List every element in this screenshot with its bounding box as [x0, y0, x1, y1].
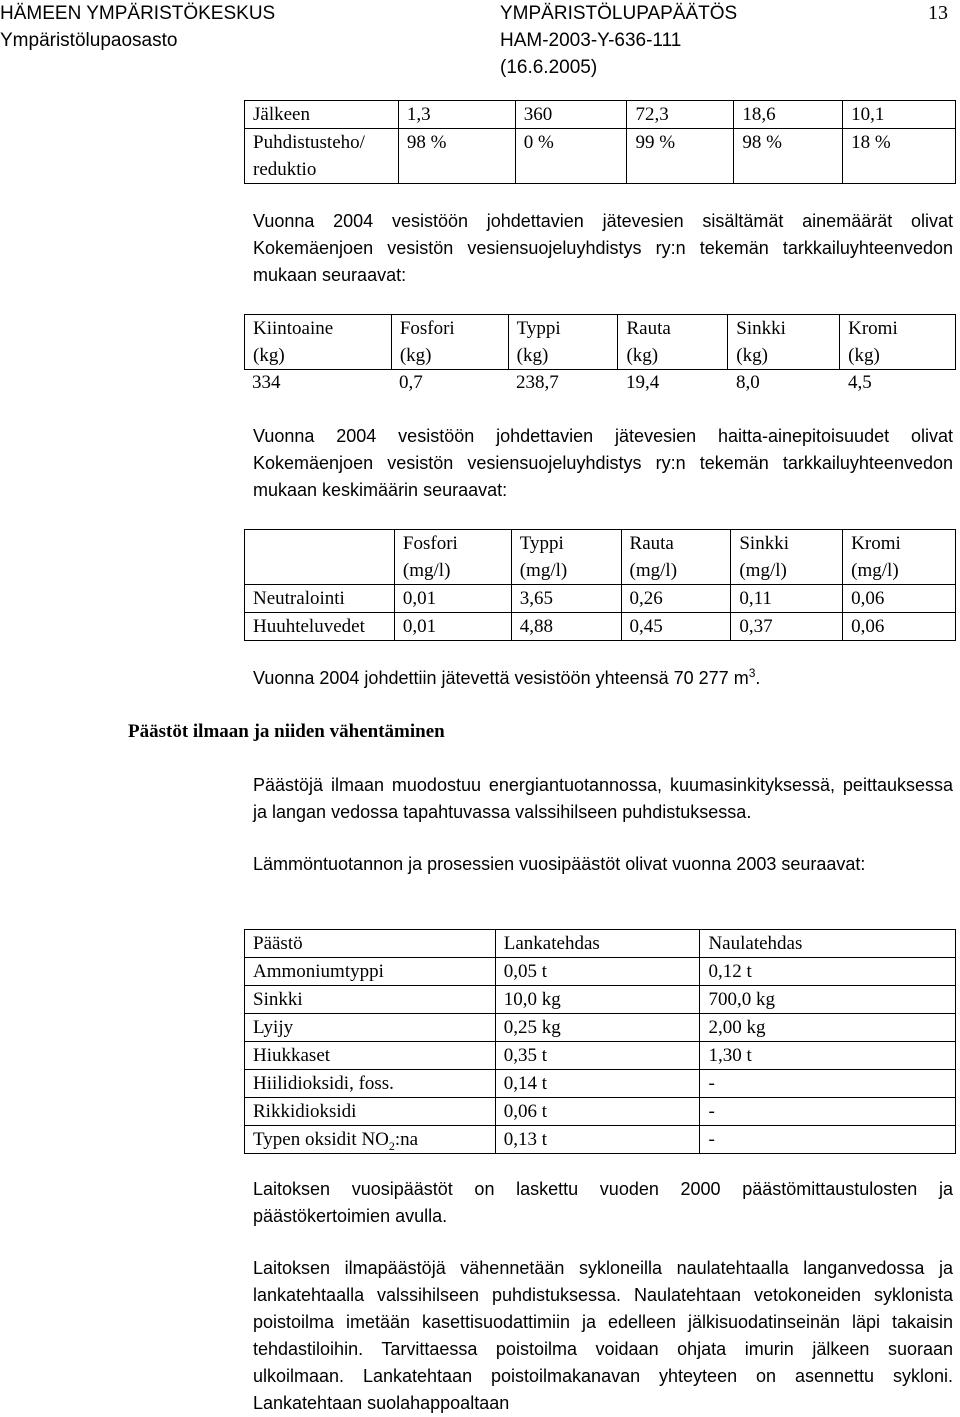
column-header: [731, 530, 843, 585]
table-row: [245, 1126, 956, 1154]
table-cell: 10,0 kg: [495, 986, 700, 1014]
volume-exponent: 3: [748, 666, 756, 680]
paragraph-annual-emissions-intro: Lämmöntuotannon ja prosessien vuosipäästöt olivat vuonna 2003 seuraavat:: [253, 854, 866, 874]
table-cell: 0,05 t: [495, 958, 700, 986]
column-header: [394, 530, 511, 585]
table-cell: 1,30 t: [700, 1042, 956, 1070]
column-header: [843, 530, 956, 585]
header-unit: (mg/l): [739, 560, 787, 581]
row-label: Ammoniumtyppi: [245, 958, 496, 986]
emissions-table: [244, 929, 956, 1154]
table-row: [245, 101, 956, 129]
table-cell: 0,06 t: [495, 1098, 700, 1126]
column-header: Kiintoaine: [245, 315, 392, 343]
column-header: Kromi: [840, 315, 956, 343]
table-cell: 98 %: [398, 129, 515, 184]
table-cell: 0,25 kg: [495, 1014, 700, 1042]
table-cell: 700,0 kg: [700, 986, 956, 1014]
table-cell: 0,01: [394, 585, 511, 613]
column-unit: (kg): [508, 342, 618, 370]
table-cell: 0,06: [843, 613, 956, 641]
row-label: Rikkidioksidi: [245, 1098, 496, 1126]
table-row: [245, 1042, 956, 1070]
table-cell: 334: [252, 372, 281, 393]
table-cell: 3,65: [511, 585, 621, 613]
column-header: Päästö: [245, 930, 496, 958]
department-name: Ympäristölupaosasto: [0, 30, 178, 51]
header-unit: (mg/l): [519, 560, 568, 581]
paragraph-air-emissions: Päästöjä ilmaan muodostuu energiantuotannossa, kuumasinkityksessä, peittauksessa ja langan vedossa tapahtuvassa valssihilseen puhdistuksessa.: [253, 775, 953, 822]
paragraph-amounts-intro: Vuonna 2004 vesistöön johdettavien jätevesien sisältämät ainemäärät olivat Kokemäenjoen vesistön vesiensuojeluyhdistys ry:n tekemän tarkkailuyhteenvedon mukaan seuraavat:: [253, 211, 953, 285]
table-cell: 0,26: [621, 585, 731, 613]
table-cell: 99 %: [627, 129, 734, 184]
row-label: Puhdistusteho/ reduktio: [245, 129, 399, 184]
column-unit: (kg): [391, 342, 508, 370]
column-unit: (kg): [728, 342, 840, 370]
table-cell: 98 %: [734, 129, 843, 184]
table-row: [245, 585, 956, 613]
paragraph-total-volume: [253, 665, 953, 692]
paragraph-emission-reduction: Laitoksen ilmapäästöjä vähennetään sykloneilla naulatehtaalla langanvedossa ja lankatehtaalla valssihilseen puhdistuksessa. Naulatehtaan vetokoneiden syklonista poistoilma imetään kasettisuodattimiin ja edelleen jälkisuodatinseinän läpi takaisin tehdastiloihin. Tarvittaessa poistoilma voidaan ohjata imurin jälkeen suoraan ulkoilmaan. Lankatehtaan poistoilmakanavan yhteyteen on asennettu sykloni. Lankatehtaan suolahappoaltaan: [253, 1258, 953, 1413]
column-header: [511, 530, 621, 585]
row-label: Lyijy: [245, 1014, 496, 1042]
header-name: Kromi: [851, 533, 901, 554]
table-row: [245, 129, 956, 184]
column-header: Lankatehdas: [495, 930, 700, 958]
row-label: Hiukkaset: [245, 1042, 496, 1070]
table-cell: 18,6: [734, 101, 843, 129]
table-cell: 72,3: [627, 101, 734, 129]
concentrations-table: [244, 529, 956, 641]
table-cell: -: [700, 1098, 956, 1126]
table-cell: 10,1: [843, 101, 956, 129]
header-name: Fosfori: [402, 533, 458, 554]
table-cell: 0,7: [399, 372, 423, 393]
page-number: 13: [928, 2, 948, 24]
table-cell: 1,3: [398, 101, 515, 129]
table-cell: 360: [515, 101, 627, 129]
table-header-row: [245, 530, 956, 585]
column-unit: (kg): [618, 342, 728, 370]
row-label: Jälkeen: [245, 101, 399, 129]
document-id: HAM-2003-Y-636-111: [500, 30, 682, 51]
row-label: Sinkki: [245, 986, 496, 1014]
table-row: [245, 1098, 956, 1126]
table-cell: 0 %: [515, 129, 627, 184]
table-unit-row: [245, 342, 956, 370]
amounts-values: [244, 369, 956, 396]
table-row: [245, 1070, 956, 1098]
column-unit: (kg): [840, 342, 956, 370]
table-cell: 0,06: [843, 585, 956, 613]
table-cell: 238,7: [516, 372, 559, 393]
table-cell: 4,5: [848, 372, 872, 393]
volume-text: Vuonna 2004 johdettiin jätevettä vesistöön yhteensä 70 277 m: [253, 668, 749, 688]
header-name: Sinkki: [739, 533, 789, 554]
row-label: Hiilidioksidi, foss.: [245, 1070, 496, 1098]
document-date: (16.6.2005): [500, 57, 598, 78]
amounts-table: [244, 314, 956, 370]
reduction-table: [244, 100, 956, 184]
section-heading: Päästöt ilmaan ja niiden vähentäminen: [128, 721, 445, 742]
table-row: [244, 369, 956, 396]
paragraph-concentrations-intro: Vuonna 2004 vesistöön johdettavien jätevesien haitta-ainepitoisuudet olivat Kokemäenjoen vesistön vesiensuojeluyhdistys ry:n tekemän tarkkailuyhteenvedon mukaan keskimäärin seuraavat:: [253, 426, 953, 500]
table-cell: 2,00 kg: [700, 1014, 956, 1042]
table-row: [245, 958, 956, 986]
document-type: YMPÄRISTÖLUPAPÄÄTÖS: [500, 3, 738, 24]
header-unit: (mg/l): [629, 560, 678, 581]
table-cell: 0,11: [731, 585, 843, 613]
table-cell: 8,0: [736, 372, 760, 393]
row-label: [245, 1126, 496, 1154]
nox-subscript: 2: [388, 1138, 395, 1153]
nox-label: Typen oksidit NO: [253, 1129, 389, 1150]
row-label: Huuhteluvedet: [245, 613, 395, 641]
column-header: Naulatehdas: [700, 930, 956, 958]
table-cell: -: [700, 1126, 956, 1154]
row-label: Neutralointi: [245, 585, 395, 613]
table-cell: 0,35 t: [495, 1042, 700, 1070]
table-cell: 0,01: [394, 613, 511, 641]
table-cell: 0,14 t: [495, 1070, 700, 1098]
column-header: [621, 530, 731, 585]
volume-period: .: [755, 668, 761, 688]
table-header-row: [245, 315, 956, 343]
table-row: [245, 986, 956, 1014]
empty-header-cell: [245, 530, 395, 585]
column-unit: (kg): [245, 342, 392, 370]
nox-suffix: :na: [394, 1129, 419, 1150]
table-cell: 0,13 t: [495, 1126, 700, 1154]
table-cell: -: [700, 1070, 956, 1098]
column-header: Rauta: [618, 315, 728, 343]
table-cell: 4,88: [511, 613, 621, 641]
column-header: Sinkki: [728, 315, 840, 343]
table-cell: 18 %: [843, 129, 956, 184]
column-header: Fosfori: [391, 315, 508, 343]
table-cell: 19,4: [626, 372, 660, 393]
table-cell: 0,45: [621, 613, 731, 641]
table-header-row: [245, 930, 956, 958]
org-name: HÄMEEN YMPÄRISTÖKESKUS: [0, 3, 276, 24]
table-row: [245, 613, 956, 641]
table-cell: 0,37: [731, 613, 843, 641]
header-name: Typpi: [519, 533, 564, 554]
paragraph-calculation-basis: Laitoksen vuosipäästöt on laskettu vuoden 2000 päästömittaustulosten ja päästökertoimien avulla.: [253, 1179, 953, 1226]
header-name: Rauta: [629, 533, 674, 554]
header-unit: (mg/l): [851, 560, 899, 581]
page-header: [0, 0, 960, 80]
header-unit: (mg/l): [402, 560, 451, 581]
column-header: Typpi: [508, 315, 618, 343]
table-row: [245, 1014, 956, 1042]
table-cell: 0,12 t: [700, 958, 956, 986]
